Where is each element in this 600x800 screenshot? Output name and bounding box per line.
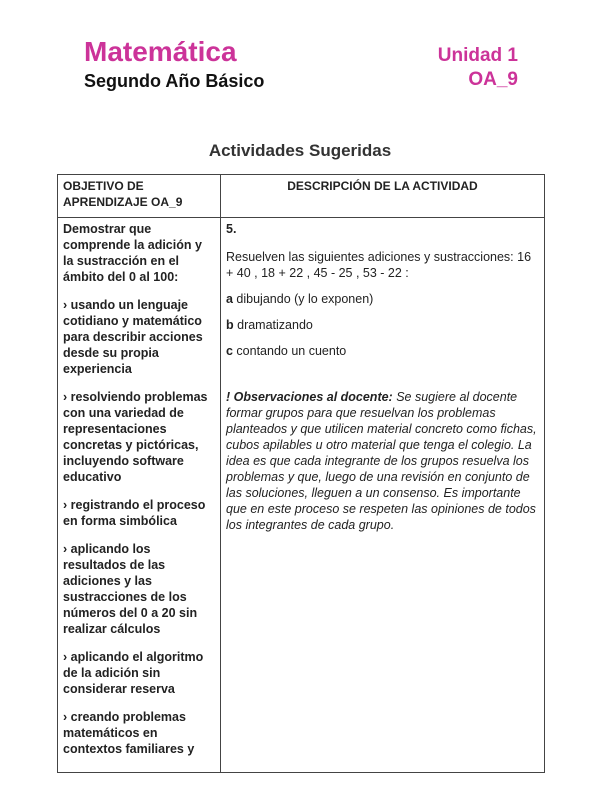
option-text: contando un cuento <box>232 344 347 358</box>
option-text: dibujando (y lo exponen) <box>232 292 374 306</box>
objective-paragraph: Demostrar que comprende la adición y la sustracción en el ámbito del 0 al 100: <box>63 222 202 284</box>
activity-number: 5. <box>226 222 237 236</box>
objective-paragraph: › creando problemas matemáticos en contextos familiares y <box>63 710 195 756</box>
unit-label: Unidad 1 <box>437 45 518 66</box>
objective-paragraph: › usando un lenguaje cotidiano y matemático para describir acciones desde su propia experiencia <box>63 298 203 376</box>
document-header-right <box>438 44 518 92</box>
activity-intro: Resuelven las siguientes adiciones y sustracciones: 16 + 40 , 18 + 22 , 45 - 25 , 53 - 22 : <box>226 250 532 280</box>
oa-label: OA_9 <box>468 69 518 90</box>
objective-paragraph: › aplicando los resultados de las adiciones y las sustracciones de los números del 0 a 20 sin realizar cálculos <box>63 542 198 636</box>
objective-paragraph: › registrando el proceso en forma simbólica <box>63 498 206 528</box>
objective-paragraph: › aplicando el algoritmo de la adición sin considerar reserva <box>63 650 204 696</box>
activity-option <box>226 343 539 359</box>
table-row <box>58 218 545 773</box>
document-header-left <box>84 36 264 92</box>
description-header: DESCRIPCIÓN DE LA ACTIVIDAD <box>221 175 545 218</box>
objective-paragraph: › resolviendo problemas con una variedad de representaciones concretas y pictóricas, incluyendo software educativo <box>63 390 208 484</box>
objective-header: OBJETIVO DE APRENDIZAJE OA_9 <box>58 175 221 218</box>
option-text: dramatizando <box>233 318 313 332</box>
section-title: Actividades Sugeridas <box>208 141 392 160</box>
activities-table <box>57 174 545 773</box>
option-letter: a <box>226 292 233 306</box>
activity-option <box>226 291 539 307</box>
activity-option <box>226 317 539 333</box>
option-letter: b <box>226 318 234 332</box>
teacher-observation <box>226 389 539 533</box>
observation-text: Se sugiere al docente formar grupos para que resuelvan los problemas planteados y que utilicen material concreto como fichas, cubos apilables u otro material que tenga el colegio. La idea es que cada integrante de los grupos resuelva los problemas y que, luego de una revisión en conjunto de las soluciones, lleguen a un consenso. Es importante que en este proceso se respeten las opiniones de todos los integrantes de cada grupo. <box>226 390 537 532</box>
subject-title: Matemática <box>84 36 237 67</box>
activity-cell <box>221 218 545 773</box>
observation-label: ! Observaciones al docente: <box>226 390 393 404</box>
objective-cell <box>58 218 221 773</box>
table-header-row <box>58 175 545 218</box>
option-letter: c <box>226 344 233 358</box>
grade-subtitle: Segundo Año Básico <box>84 71 265 91</box>
